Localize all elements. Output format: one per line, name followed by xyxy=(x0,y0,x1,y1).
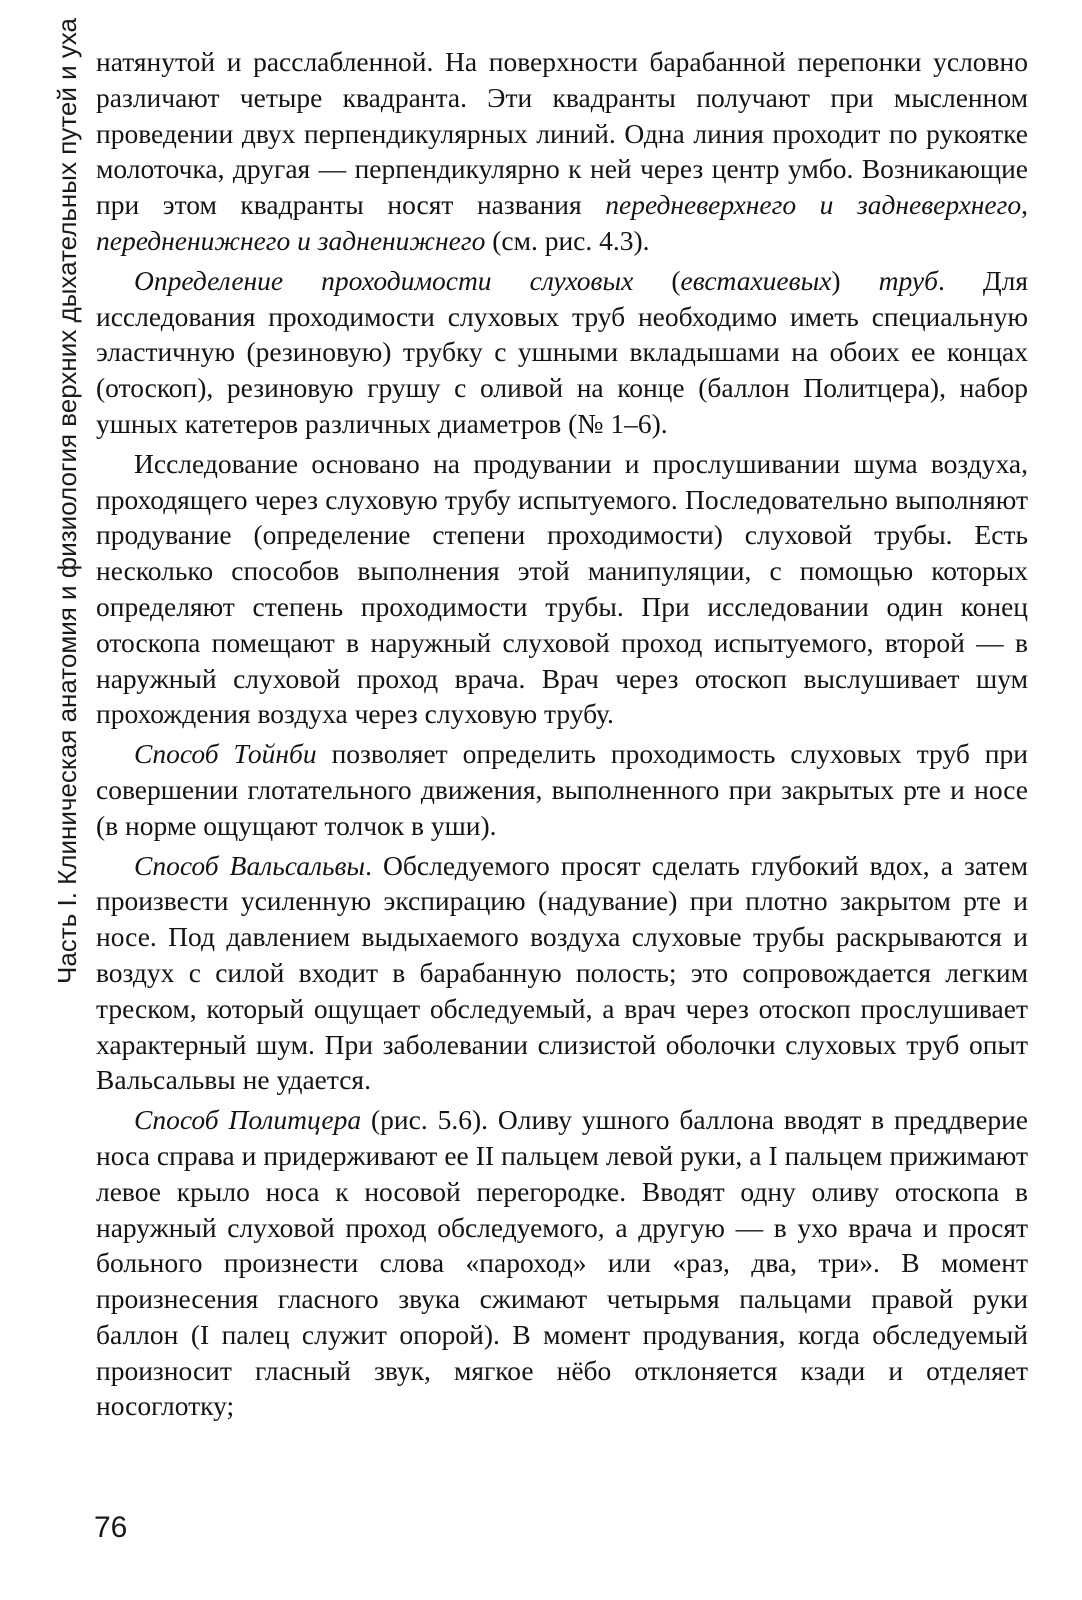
paragraph-quadrants xyxy=(96,44,1028,259)
paragraph-politzer xyxy=(96,1102,1028,1424)
text-run: ) xyxy=(831,264,879,296)
text-run: . Для исследования проходимости слуховых труб необходимо иметь специальную эластичную (резиновую) трубку с ушными вкладышами на обоих ее концах (отоскоп), резиновую грушу с оливой на конце (баллон Политцера), набор ушных катетеров различных диаметров (№ 1–6). xyxy=(96,264,1028,439)
text-run: (см. рис. 4.3). xyxy=(485,224,650,256)
text-run: . Обследуемого просят сделать глубокий вдох, а затем произвести усиленную экспирацию (надувание) при плотно закрытом рте и носе. Под давлением выдыхаемого воздуха слуховые трубы раскрываются и воздух с силой входит в барабанную полость; это сопровождается легким треском, который ощущает обследуемый, а врач через отоскоп прослушивает характерный шум. При заболевании слизистой оболочки слуховых труб опыт Вальсальвы не удается. xyxy=(96,849,1029,1096)
text-run: натянутой и расслабленной. На поверхности барабанной перепонки условно различают четыре квадранта. Эти квадранты получают при мысленном проведении двух перпендикулярных линий. Одна линия проходит по рукоятке молоточка, другая — перпендикулярно к ней через центр умбо. Возникающие при этом квадранты носят названия xyxy=(96,46,1028,221)
page-number: 76 xyxy=(94,1511,128,1544)
text-run: , xyxy=(1021,189,1028,221)
italic-term: труб xyxy=(878,264,938,296)
text-run: Исследование основано на продувании и прослушивании шума воздуха, проходящего через слуховую трубу испытуемого. Последовательно выполняют продувание (определение степени проходимости) слуховой трубы. Есть несколько способов выполнения этой манипуляции, с помощью которых определяют степень проходимости трубы. При исследовании один конец отоскопа помещают в наружный слуховой проход испытуемого, второй — в наружный слуховой проход врача. Врач через отоскоп выслушивает шум прохождения воздуха через слуховую трубу. xyxy=(96,447,1028,730)
paragraph-examination xyxy=(96,446,1028,732)
italic-term: евстахиевых xyxy=(680,264,832,296)
italic-term: передневерхнего и задневерхнего xyxy=(605,189,1022,221)
text-run: ( xyxy=(633,264,681,296)
paragraph-toynbee xyxy=(96,736,1028,843)
italic-term: Определение проходимости слуховых xyxy=(134,264,634,296)
paragraph-valsalva xyxy=(96,848,1028,1099)
italic-term: Способ Политцера xyxy=(134,1104,362,1136)
text-body xyxy=(96,44,1028,1424)
italic-term: передненижнего и задненижнего xyxy=(96,224,486,256)
text-run: (рис. 5.6). Оливу ушного баллона вводят в преддверие носа справа и придерживают ее II пальцем левой руки, а I пальцем прижимают левое крыло носа к носовой перегородке. Вводят одну оливу отоскопа в наружный слуховой проход обследуемого, а другую — в ухо врача и просят больного произнести слова «пароход» или «раз, два, три». В момент произнесения гласного звука сжимают четырьмя пальцами правой руки баллон (I палец служит опорой). В момент продувания, когда обследуемый произносит гласный звук, мягкое нёбо отклоняется кзади и отделяет носоглотку; xyxy=(96,1104,1028,1422)
running-header: Часть I. Клиническая анатомия и физиология верхних дыхательных путей и уха xyxy=(52,17,82,984)
text-run: позволяет определить проходимость слуховых труб при совершении глотательного движения, выполненного при закрытых рте и носе (в норме ощущают толчок в уши). xyxy=(96,738,1028,841)
italic-term: Способ Тойнби xyxy=(134,738,317,770)
italic-term: Способ Вальсальвы xyxy=(134,849,366,881)
paragraph-tube-patency xyxy=(96,263,1028,442)
